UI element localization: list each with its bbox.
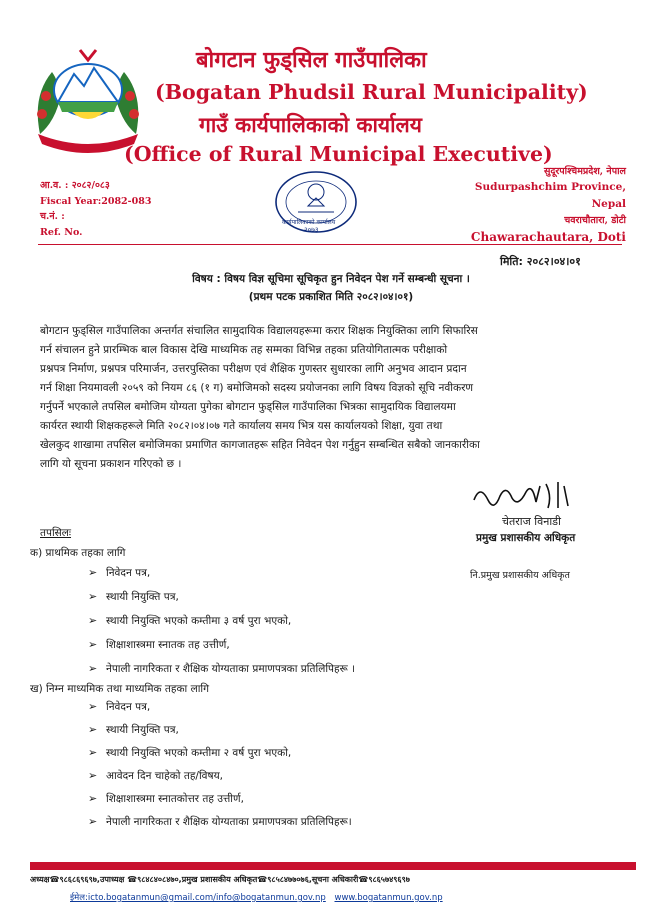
list-item: ➢ स्थायी नियुक्ति भएको कम्तीमा २ वर्ष पुरा भएको, <box>88 746 292 759</box>
list-item: ➢ आवेदन दिन चाहेको तह/विषय, <box>88 769 224 782</box>
body-line: बोगटान फुड्सिल गाउँपालिका अन्तर्गत संचालित सामुदायिक विद्यालयहरूमा करार शिक्षक नियुक्तिका लागि सिफारिस <box>40 325 478 337</box>
arrow-bullet-icon: ➢ <box>88 662 98 675</box>
office-name-en: (Office of Rural Municipal Executive) <box>124 142 553 166</box>
list-item: ➢ निवेदन पत्र, <box>88 566 151 579</box>
section-secondary-title: ख) निम्न माध्यमिक तथा माध्यमिक तहका लागि <box>30 683 210 695</box>
list-item: ➢ शिक्षाशास्त्रमा स्नातकोत्तर तह उत्तीर्ण, <box>88 792 244 805</box>
fiscal-year-np: आ.व. : २०८२/०८३ <box>40 180 110 191</box>
signatory-name: चेतराज विनाडी <box>502 515 561 528</box>
province-en: Sudurpashchim Province, Nepal <box>474 181 626 210</box>
dispatch-number: च.नं. : <box>40 211 65 222</box>
list-item: ➢ निवेदन पत्र, <box>88 700 151 713</box>
municipality-name-en: (Bogatan Phudsil Rural Municipality) <box>155 80 588 104</box>
list-item: ➢ शिक्षाशास्त्रमा स्नातक तह उत्तीर्ण, <box>88 638 230 651</box>
body-line: प्रश्नपत्र निर्माण, प्रश्नपत्र परिमार्जन, उत्तरपुस्तिका परीक्षण एवं शैक्षिक गुणस्तर सुधारका लागि अनुभव आदान प्रदान <box>40 363 467 375</box>
list-item: ➢ नेपाली नागरिकता र शैक्षिक योग्यताका प्रमाणपत्रका प्रतिलिपिहरू। <box>88 815 352 828</box>
section-secondary-list <box>88 700 352 838</box>
signatory-title: प्रमुख प्रशासकीय अधिकृत <box>476 532 576 544</box>
footer-website-link[interactable]: www.bogatanmun.gov.np <box>334 893 443 903</box>
address-en: Chawarachautara, Doti <box>470 230 626 244</box>
body-line: कार्यरत स्थायी शिक्षकहरूले मिति २०८२।०४।०७ गते कार्यालय समय भित्र यस कार्यालयको शिक्षा, युवा तथा <box>40 420 443 432</box>
notice-body <box>40 322 620 474</box>
arrow-bullet-icon: ➢ <box>88 614 98 627</box>
address-np: चवराचौतारा, डोटी <box>564 215 626 226</box>
notice-date: मिति: २०८२।०४।०१ <box>500 255 581 268</box>
details-heading: तपसिलः <box>40 527 72 539</box>
arrow-bullet-icon: ➢ <box>88 590 98 603</box>
footer-contacts: अध्यक्ष☎९८६८६९६९७,उपाध्यक्ष ☎९८४८४०८४७०,प्रमुख प्रशासकीय अधिकृत☎९८५८४७७०७६,सूचना अधिकारी☎९८६५७४९६९७ <box>30 875 410 884</box>
body-line: गर्न संचालन हुने प्रारम्भिक बाल विकास देखि माध्यमिक तह सम्मका विभिन्न तहका प्रतियोगितात्मक परीक्षाको <box>40 344 448 356</box>
arrow-bullet-icon: ➢ <box>88 723 98 736</box>
arrow-bullet-icon: ➢ <box>88 700 98 713</box>
right-info-block <box>448 164 626 246</box>
province-np: सुदूरपश्चिमप्रदेश, नेपाल <box>543 166 626 177</box>
signature-scribble <box>470 478 580 514</box>
arrow-bullet-icon: ➢ <box>88 746 98 759</box>
arrow-bullet-icon: ➢ <box>88 638 98 651</box>
arrow-bullet-icon: ➢ <box>88 815 98 828</box>
office-name-np: गाउँ कार्यपालिकाको कार्यालय <box>199 112 422 137</box>
arrow-bullet-icon: ➢ <box>88 769 98 782</box>
footer-band <box>30 862 636 870</box>
ref-number: Ref. No. <box>40 226 83 238</box>
seal-year: २०७३ <box>304 226 319 234</box>
section-primary-list <box>88 566 355 686</box>
first-published-date: (प्रथम पटक प्रकाशित मिति २०८२।०४।०१) <box>248 291 414 303</box>
arrow-bullet-icon: ➢ <box>88 792 98 805</box>
letterhead <box>0 0 662 244</box>
section-primary-title: क) प्राथमिक तहका लागि <box>30 547 126 559</box>
list-item: ➢ स्थायी नियुक्ति पत्र, <box>88 590 179 603</box>
body-line: गर्नुपर्ने भएकाले तपसिल बमोजिम योग्यता पुगेका बोगटान फुड्सिल गाउँपालिका भित्रका सामुदायिक विद्यालयमा <box>40 401 456 413</box>
body-line: लागि यो सूचना प्रकाशन गरिएको छ । <box>40 458 182 470</box>
header-divider <box>38 244 622 245</box>
body-line: खेलकुद शाखामा तपसिल बमोजिमका प्रमाणित कागजातहरू सहित निवेदन पेश गर्नुहुन सम्बन्धित सबैको जानकारीका <box>40 439 480 451</box>
fiscal-year-en: Fiscal Year:2082-083 <box>40 195 152 207</box>
seal-caption: कार्यपालिकाको कार्यालय <box>282 219 336 226</box>
arrow-bullet-icon: ➢ <box>88 566 98 579</box>
notice-subject: विषय : विषय विज्ञ सूचिमा सूचिकृत हुन निवेदन पेश गर्ने सम्बन्धी सूचना । <box>192 273 470 285</box>
left-info-block <box>40 178 151 240</box>
body-line: गर्न शिक्षा नियमावली २०५९ को नियम ८६ (१ ग) बमोजिमको सदस्य प्रयोजनका लागि विषय विज्ञको सूचि नवीकरण <box>40 382 474 394</box>
acting-signatory-title: नि.प्रमुख प्रशासकीय अधिकृत <box>470 570 570 581</box>
list-item: ➢ स्थायी नियुक्ति भएको कम्तीमा ३ वर्ष पुरा भएको, <box>88 614 292 627</box>
municipality-name-np: बोगटान फुड्सिल गाउँपालिका <box>196 47 427 73</box>
list-item: ➢ स्थायी नियुक्ति पत्र, <box>88 723 179 736</box>
footer-links <box>70 892 443 903</box>
footer-email-link[interactable]: ईमेल:icto.bogatanmun@gmail.com/info@bogatanmun.gov.np <box>70 893 326 903</box>
list-item: ➢ नेपाली नागरिकता र शैक्षिक योग्यताका प्रमाणपत्रका प्रतिलिपिहरू । <box>88 662 356 675</box>
